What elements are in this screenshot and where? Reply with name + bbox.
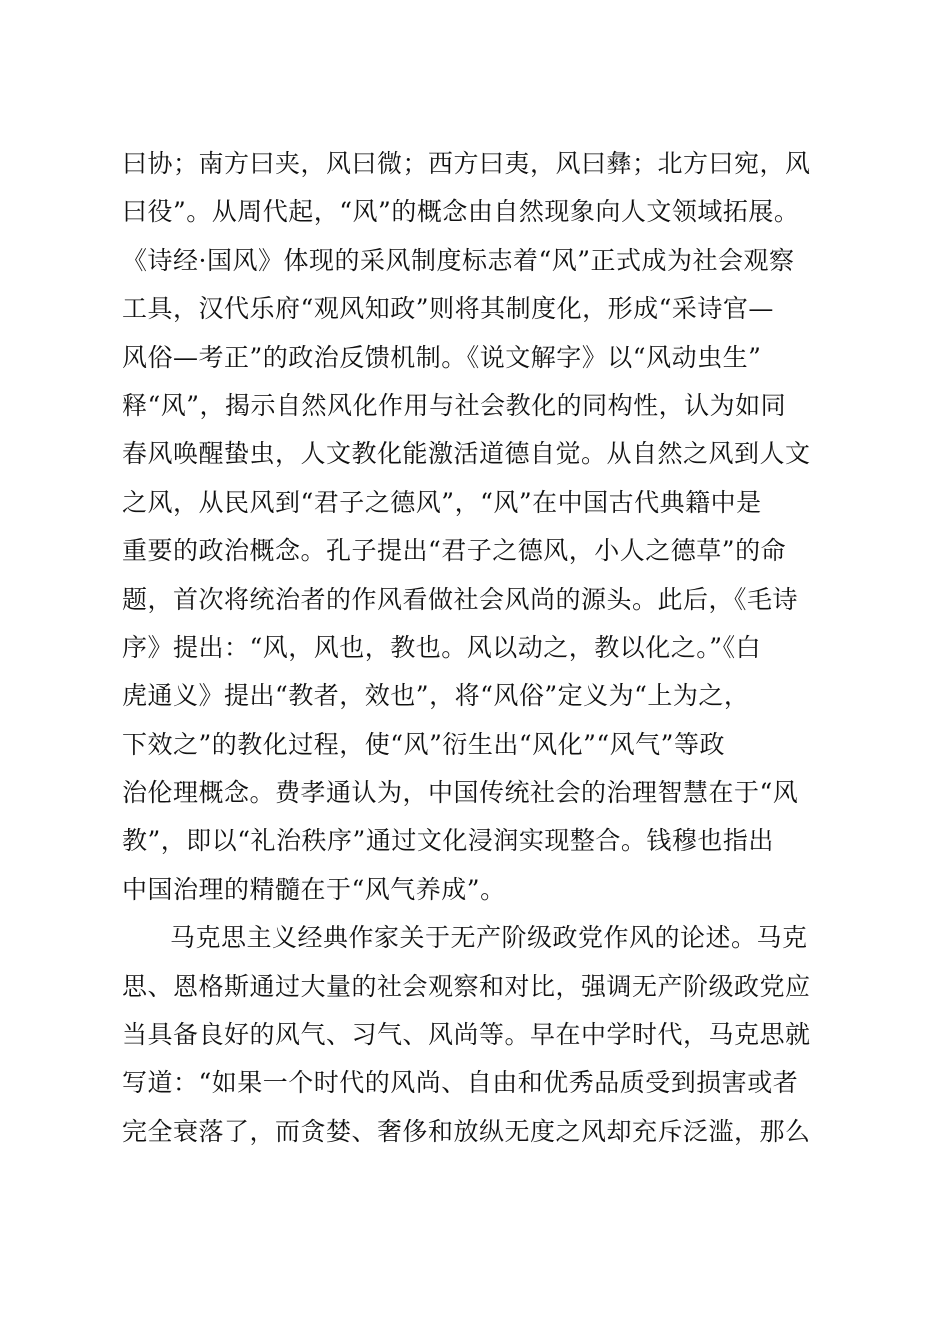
- text-line: 曰役”。从周代起，“风”的概念由自然现象向人文领域拓展。: [122, 197, 800, 227]
- text-line: 教”，即以“礼治秩序”通过文化浸润实现整合。钱穆也指出: [122, 826, 774, 856]
- text-line: 完全衰落了，而贪婪、奢侈和放纵无度之风却充斥泛滥，那么: [122, 1116, 811, 1146]
- text-line: 写道：“如果一个时代的风尚、自由和优秀品质受到损害或者: [122, 1068, 799, 1098]
- text-line: 思、恩格斯通过大量的社会观察和对比，强调无产阶级政党应: [122, 971, 811, 1001]
- text-line: 曰协；南方曰夹，风曰微；西方曰夷，风曰彝；北方曰宛，风: [122, 149, 811, 178]
- text-line: 当具备良好的风气、习气、风尚等。早在中学时代，马克思就: [122, 1020, 811, 1050]
- paragraph-2: [122, 914, 842, 1156]
- text-line: 《诗经·国风》体现的采风制度标志着“风”正式成为社会观察: [122, 245, 795, 275]
- text-line: 之风，从民风到“君子之德风”，“风”在中国古代典籍中是: [122, 487, 762, 517]
- text-line: 重要的政治概念。孔子提出“君子之德风，小人之德草”的命: [122, 536, 787, 566]
- text-line: 题，首次将统治者的作风看做社会风尚的源头。此后，《毛诗: [122, 584, 799, 614]
- text-line: 中国治理的精髓在于“风气养成”。: [122, 874, 506, 904]
- text-line: 马克思主义经典作家关于无产阶级政党作风的论述。马克: [170, 923, 808, 953]
- body-text: [122, 140, 842, 1156]
- text-line: 治伦理概念。费孝通认为，中国传统社会的治理智慧在于“风: [122, 778, 799, 808]
- text-line: 释“风”，揭示自然风化作用与社会教化的同构性，认为如同: [122, 390, 787, 420]
- paragraph-1: [122, 140, 842, 914]
- text-line: 风俗—考正”的政治反馈机制。《说文解字》以“风动虫生”: [122, 342, 762, 372]
- text-line: 春风唤醒蛰虫，人文教化能激活道德自觉。从自然之风到人文: [122, 439, 811, 469]
- text-line: 下效之”的教化过程，使“风”衍生出“风化”“风气”等政: [122, 729, 725, 759]
- text-line: 虎通义》提出“教者，效也”，将“风俗”定义为“上为之，: [122, 681, 750, 711]
- text-line: 工具，汉代乐府“观风知政”则将其制度化，形成“采诗官—: [122, 294, 774, 324]
- text-line: 序》提出：“风，风也，教也。风以动之，教以化之。”《白: [122, 632, 762, 662]
